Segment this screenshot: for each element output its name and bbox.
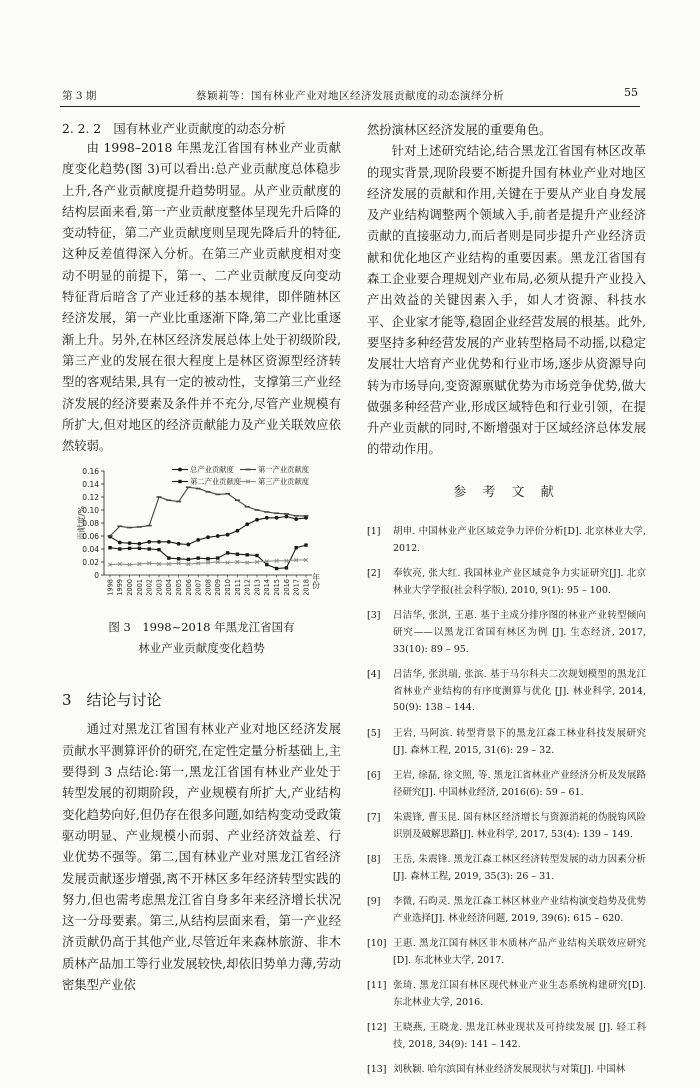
x-tick-label: 2012 [243,579,252,597]
x-tick-label: 2002 [145,579,154,597]
data-point-s2 [236,553,239,556]
reference-text: 王岩, 马阿滨. 转型背景下的黑龙江森工林业科技发展研究[J]. 森林工程, 2015, 31(6): 29 – 32. [393,727,646,756]
data-point-s0 [187,543,191,547]
y-tick-label: 0 [94,571,99,581]
reference-text: 王晓燕, 王晓龙. 黑龙江林业现状及可持续发展 [J]. 轻工科技, 2018, 34(9): 141 – 142. [393,1022,646,1051]
data-point-s2 [275,567,278,570]
reference-item [367,810,646,844]
data-point-s2 [148,548,151,551]
reference-item [367,852,646,886]
data-point-s0 [138,542,142,546]
x-tick-label: 2007 [194,579,203,597]
data-point-s0 [147,540,151,544]
reference-text: 奉钦亮, 张大红. 我国林业产业区域竞争力实证研究[J]. 北京林业大学学报(社会科学版), 2010, 9(1): 95 – 100. [393,567,646,596]
reference-text: 王岩, 徐磊, 徐文照, 等. 黑龙江省林业产业经济分析及发展路径研究[J]. 中国林业经济, 2016(6): 59 – 61. [393,769,646,798]
reference-item [367,608,646,658]
paragraph-conclusions: 通过对黑龙江省国有林业产业对地区经济发展贡献水平测算评价的研究,在定性定量分析基础上,主要得到 3 点结论:第一,黑龙江省国有林业产业处于转型发展的初期阶段，产业规模有所扩大,产业结构变化趋势向好,但仍存在很多问题,如结构变动受政策驱动明显、产业规模小而弱、产业经济效益差、行业优势不强等。第二,国有林业产业对黑龙江省经济发展贡献逐步增强,离不开林区多年经济转型实践的努力,但也需考虑黑龙江省自身多年来经济增长状况这一分母要素。第三,从结构层面来看，第一产业经济贡献仍高于其他产业,尽管近年来森林旅游、非木质林产品加工等行业发展较快,却依旧势单力薄,劳动密集型产业依 [62,722,341,993]
legend-label: 第二产业贡献度 [190,477,242,487]
data-point-s0 [157,540,161,544]
reference-text: 朱震锋, 曹玉昆. 国有林区经济增长与资源消耗的伪脱钩风险识别及破解思路[J]. 林业科学, 2017, 53(4): 139 – 149. [393,811,646,840]
reference-item [367,1020,646,1054]
legend-swatch-marker [178,468,182,472]
reference-number: [9] [367,896,381,908]
data-point-s0 [206,536,210,540]
issue-number: 第 3 期 [62,90,97,102]
reference-item [367,894,646,928]
data-point-s2 [177,558,180,561]
paragraph-continued: 然扮演林区经济发展的重要角色。 [367,123,552,137]
caption-line-2: 林业产业贡献度变化趋势 [138,641,265,656]
data-point-s2 [197,557,200,560]
y-axis-label: 贡献度/% [77,506,86,541]
reference-text: 王岳, 朱震锋. 黑龙江森工林区经济转型发展的动力因素分析[J]. 森林工程, 2019, 35(3): 26 – 31. [393,854,646,882]
reference-text: 刘秋颖. 哈尔滨国有林业经济发展现状与对策[J]. 中国林 [393,1064,626,1076]
data-point-s2 [295,546,298,549]
x-tick-label: 2006 [184,579,193,597]
data-point-s2 [255,554,258,557]
reference-number: [8] [367,854,381,865]
caption-line-1: 图 3 1998~2018 年黑龙江省国有 [108,620,295,635]
data-point-s0 [177,542,181,546]
data-point-s2 [187,558,190,561]
y-tick-label: 0.04 [82,545,99,555]
series-line-0 [110,517,306,545]
x-tick-label: 1999 [116,579,125,597]
reference-item [367,524,646,558]
data-point-s2 [157,548,160,551]
x-tick-label: 2009 [214,579,223,597]
reference-number: [11] [367,980,387,992]
reference-item [367,667,646,717]
data-point-s0 [245,523,249,527]
reference-number: [4] [367,668,381,680]
data-point-s2 [118,548,121,551]
data-point-s0 [196,538,200,542]
x-tick-label: 2016 [282,579,291,597]
x-tick-label: 2000 [126,579,134,597]
reference-number: [13] [367,1064,387,1076]
data-point-s0 [265,516,269,520]
reference-number: [1] [367,525,381,537]
data-point-s0 [118,541,122,545]
data-point-s2 [128,547,131,550]
reference-text: 李微, 石昀灵. 黑龙江森工林区林业产业结构演变趋势及优势产业选择[J]. 林业经济问题, 2019, 39(6): 615 – 620. [393,896,646,924]
figure-3-caption [62,617,341,659]
data-point-s0 [226,533,230,537]
reference-text: 吕洁华, 张洪, 王惠. 基于主成分排序图的林业产业转型倾向研究——以黑龙江省国有林区为例 [J]. 生态经济, 2017, 33(10): 89 – 95. [393,609,646,655]
legend-swatch-marker [178,480,181,483]
reference-number: [3] [367,609,381,621]
reference-item [367,936,646,970]
line-chart [62,463,341,615]
reference-number: [5] [367,727,381,739]
series-line-1 [110,488,306,537]
reference-number: [10] [367,938,387,950]
x-tick-label: 2001 [135,579,144,597]
reference-text: 吕洁华, 张洪瑞, 张滨. 基于马尔科夫二次规划模型的黑龙江省林业产业结构的有序度测算与优化 [J]. 林业科学, 2014, 50(9): 138 – 144. [393,668,646,714]
running-title: 蔡颖莉等：国有林业产业对地区经济发展贡献度的动态演绎分析 [196,90,504,102]
data-point-s0 [167,540,171,544]
right-column [367,120,646,1088]
reference-text: 张琦. 黑龙江国有林区现代林业产业生态系统构建研究[D]. 东北林业大学, 2016. [393,980,646,1009]
data-point-s2 [246,554,249,557]
figure-3-chart [62,463,341,615]
y-tick-label: 0.08 [82,519,99,529]
data-point-s2 [285,567,288,570]
reference-item [367,768,646,802]
x-tick-label: 2005 [175,579,183,597]
x-tick-label: 2015 [273,579,281,597]
data-point-s2 [206,558,209,561]
data-point-s0 [285,515,289,519]
reference-item [367,978,646,1012]
data-point-s0 [236,529,240,533]
x-tick-label: 2017 [292,579,301,597]
x-tick-label: 2018 [302,579,311,597]
paragraph-dynamic-analysis: 由 1998–2018 年黑龙江省国有林业产业贡献度变化趋势(图 3)可以看出:总产业贡献度总体稳步上升,各产业贡献度提升趋势明显。从产业贡献度的结构层面来看,第一产业贡献度整体呈现先升后降的变动特征，第二产业贡献度则呈现先降后升的特征,这种反差值得深入分析。在第三产业贡献度相对变动不明显的前提下，第一、二产业贡献度反向变动特征背后暗含了产业迁移的基本规律，即伴随林区经济发展，第一产业比重逐渐下降,第二产业比重逐渐上升。另外,在林区经济发展总体上处于初级阶段,第三产业的发展在很大程度上是林区资源型经济转型的客观结果,具有一定的被动性，支撑第三产业经济发展的经济要素及条件并不充分,尽管产业规模有所扩大,但对地区的经济贡献能力及产业关联效应依然较弱。 [62,141,341,454]
x-tick-label: 1998 [106,579,115,597]
reference-number: [2] [367,567,381,579]
reference-number: [6] [367,769,381,781]
data-point-s2 [265,563,268,566]
data-point-s2 [167,557,170,560]
x-tick-label: 2014 [263,579,272,597]
reference-number: [7] [367,811,381,823]
legend-label: 总产业贡献度 [190,465,234,475]
legend-label: 第一产业贡献度 [258,465,310,475]
running-header [62,86,638,104]
legend-label: 第三产业贡献度 [258,477,310,487]
data-point-s2 [216,557,219,560]
data-point-s0 [255,518,259,522]
section-heading: 3 结论与讨论 [62,691,162,710]
x-axis-label: 年份 [311,573,321,590]
x-tick-label: 2013 [253,579,262,597]
reference-list [367,524,646,1080]
data-point-s2 [108,546,111,549]
references-heading: 参 考 文 献 [453,484,560,500]
data-point-s0 [216,535,220,539]
data-point-s0 [294,518,298,522]
paragraph-recommendations: 针对上述研究结论,结合黑龙江省国有林区改革的现实背景,现阶段要不断提升国有林业产业对地区经济发展的贡献和作用,关键在于要从产业自身发展及产业结构调整两个领域入手,前者是提升产业经济贡献的直接驱动力,而后者则是同步提升产业经济贡献和优化地区产业结构的重要因素。黑龙江省国有森工企业要合理规划产业布局,必须从提升产业投入产出效益的关键因素入手，如人才资源、科技水平、企业家才能等,稳固企业经营发展的根基。此外,要坚持多种经营发展的产业转型格局不动摇,以稳定发展壮大培育产业优势和行业市场,逐步从资源导向转为市场导向,变资源禀赋优势为市场竞争优势,做大做强多种经营产业,形成区域特色和行业引领，在提升产业贡献的同时,不断增强对于区域经济总体发展的带动作用。 [367,144,646,457]
reference-text: 胡申. 中国林业产业区域竞争力评价分析[D]. 北京林业大学, 2012. [393,525,646,554]
y-tick-label: 0.02 [82,558,99,568]
reference-item [367,726,646,760]
x-tick-label: 2008 [204,579,213,597]
reference-text: 王惠. 黑龙江国有林区非木质林产品产业结构关联效应研究[D]. 东北林业大学, 2017. [393,938,646,966]
data-point-s0 [275,516,279,520]
y-tick-label: 0.06 [82,532,99,542]
x-tick-label: 2003 [155,579,164,597]
x-tick-label: 2004 [165,579,174,597]
page-number: 55 [624,86,638,99]
data-point-s2 [138,547,141,550]
y-tick-label: 0.10 [82,506,99,516]
data-point-s2 [226,552,229,555]
reference-number: [12] [367,1022,387,1034]
left-column [62,120,341,996]
reference-item [367,566,646,600]
y-tick-label: 0.12 [82,493,99,503]
y-tick-label: 0.14 [82,480,99,490]
x-tick-label: 2011 [233,579,242,597]
data-point-s0 [128,542,132,546]
header-rule [60,106,640,107]
subsection-heading: 2. 2. 2 国有林业产业贡献度的动态分析 [62,122,286,136]
data-point-s2 [304,544,307,547]
y-tick-label: 0.16 [82,467,99,477]
reference-item [367,1062,646,1079]
x-tick-label: 2010 [224,579,232,597]
